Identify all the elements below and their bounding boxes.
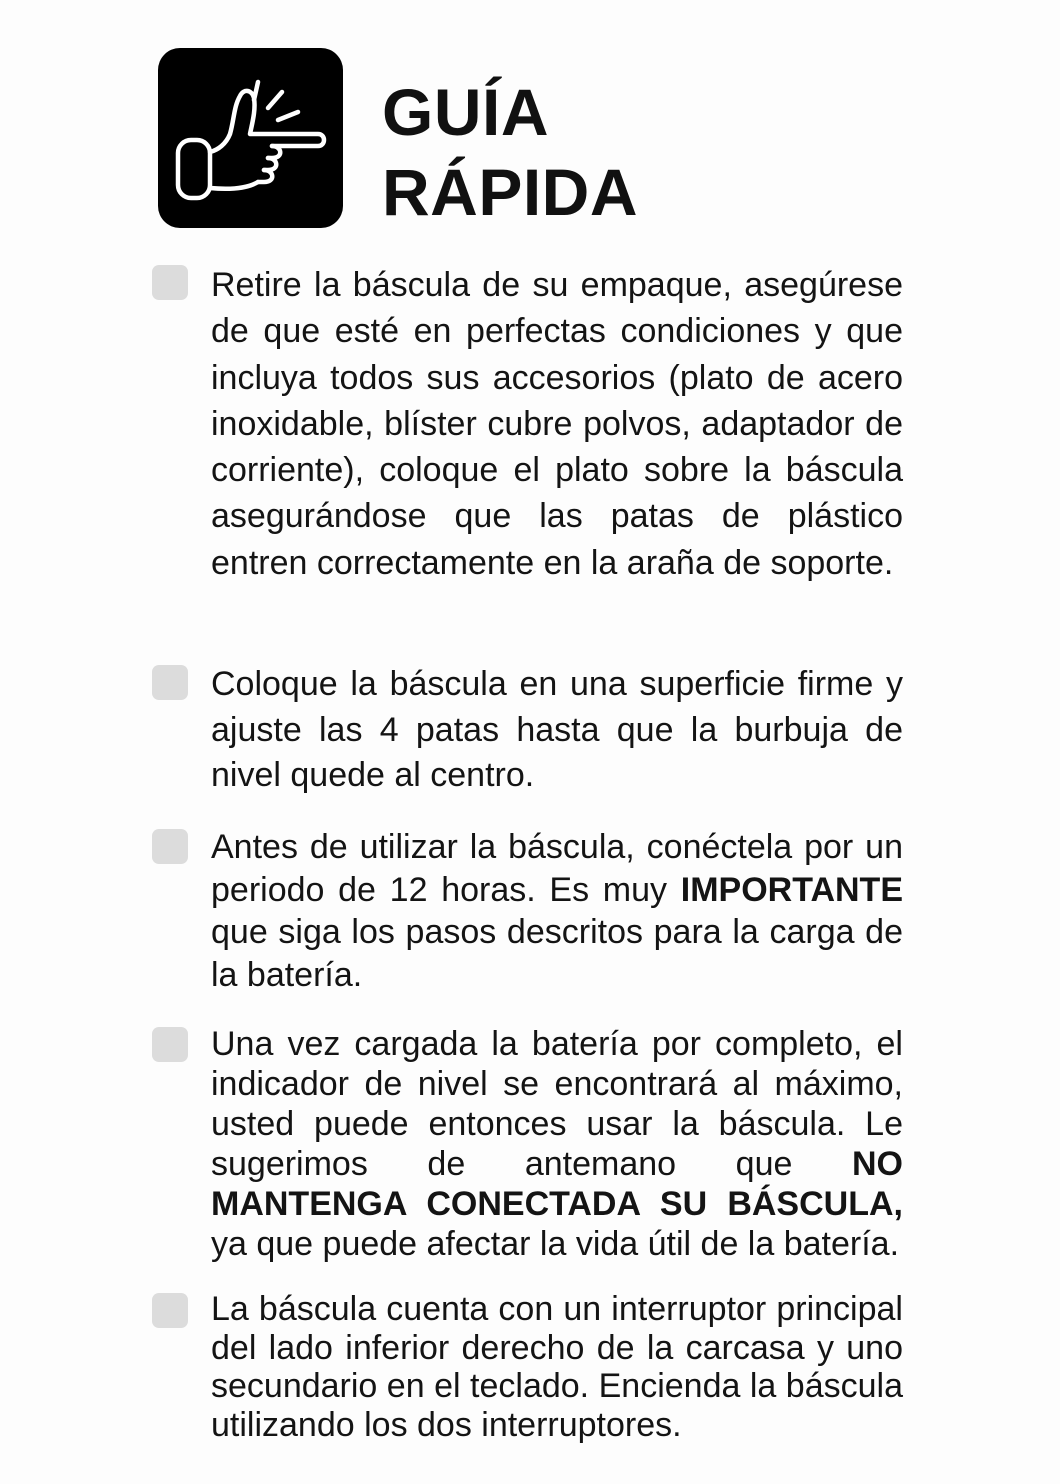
checklist-item-text: Coloque la báscula en una superficie firme y ajuste las 4 patas hasta que la burbuja de nivel quede al centro. bbox=[211, 665, 903, 794]
hand-pointing-snap-icon bbox=[158, 48, 343, 228]
emphasis-text: IMPORTANTE bbox=[680, 870, 903, 909]
header bbox=[158, 48, 858, 230]
checklist-item-text bbox=[211, 826, 903, 996]
item-text-part: ya que puede afectar la vida útil de la batería. bbox=[211, 1225, 900, 1263]
title-line-1: GUÍA bbox=[382, 75, 549, 149]
logo-badge bbox=[158, 48, 343, 228]
checklist-item-text bbox=[211, 1024, 903, 1264]
page-title bbox=[382, 72, 638, 232]
item-text-part: que siga los pasos descritos para la carga de la batería. bbox=[211, 913, 903, 994]
item-text-part: Antes de utilizar la báscula, conéctela por un periodo de 12 horas. Es muy bbox=[211, 828, 903, 909]
item-text-part: Una vez cargada la batería por completo, el indicador de nivel se encontrará al máximo, usted puede entonces usar la báscula. Le sugerimos de antemano que bbox=[211, 1025, 903, 1183]
checkbox[interactable] bbox=[152, 829, 188, 864]
checklist-item-text: La báscula cuenta con un interruptor principal del lado inferior derecho de la carcasa y uno secundario en el teclado. Encienda la báscula utilizando los dos interruptores. bbox=[211, 1290, 903, 1444]
emphasis-text: NO MANTENGA CONECTADA SU BÁSCULA, bbox=[211, 1145, 903, 1223]
checklist-item-text: Retire la báscula de su empaque, asegúrese de que esté en perfectas condiciones y que incluya todos sus accesorios (plato de acero inoxidable, blíster cubre polvos, adaptador de corriente), coloque el plato sobre la báscula asegurándose que las patas de plástico entren correctamente en la araña de soporte. bbox=[211, 266, 903, 582]
checkbox[interactable] bbox=[152, 1293, 188, 1328]
checkbox[interactable] bbox=[152, 265, 188, 300]
checkbox[interactable] bbox=[152, 665, 188, 700]
checkbox[interactable] bbox=[152, 1027, 188, 1062]
title-line-2: RÁPIDA bbox=[382, 155, 639, 229]
